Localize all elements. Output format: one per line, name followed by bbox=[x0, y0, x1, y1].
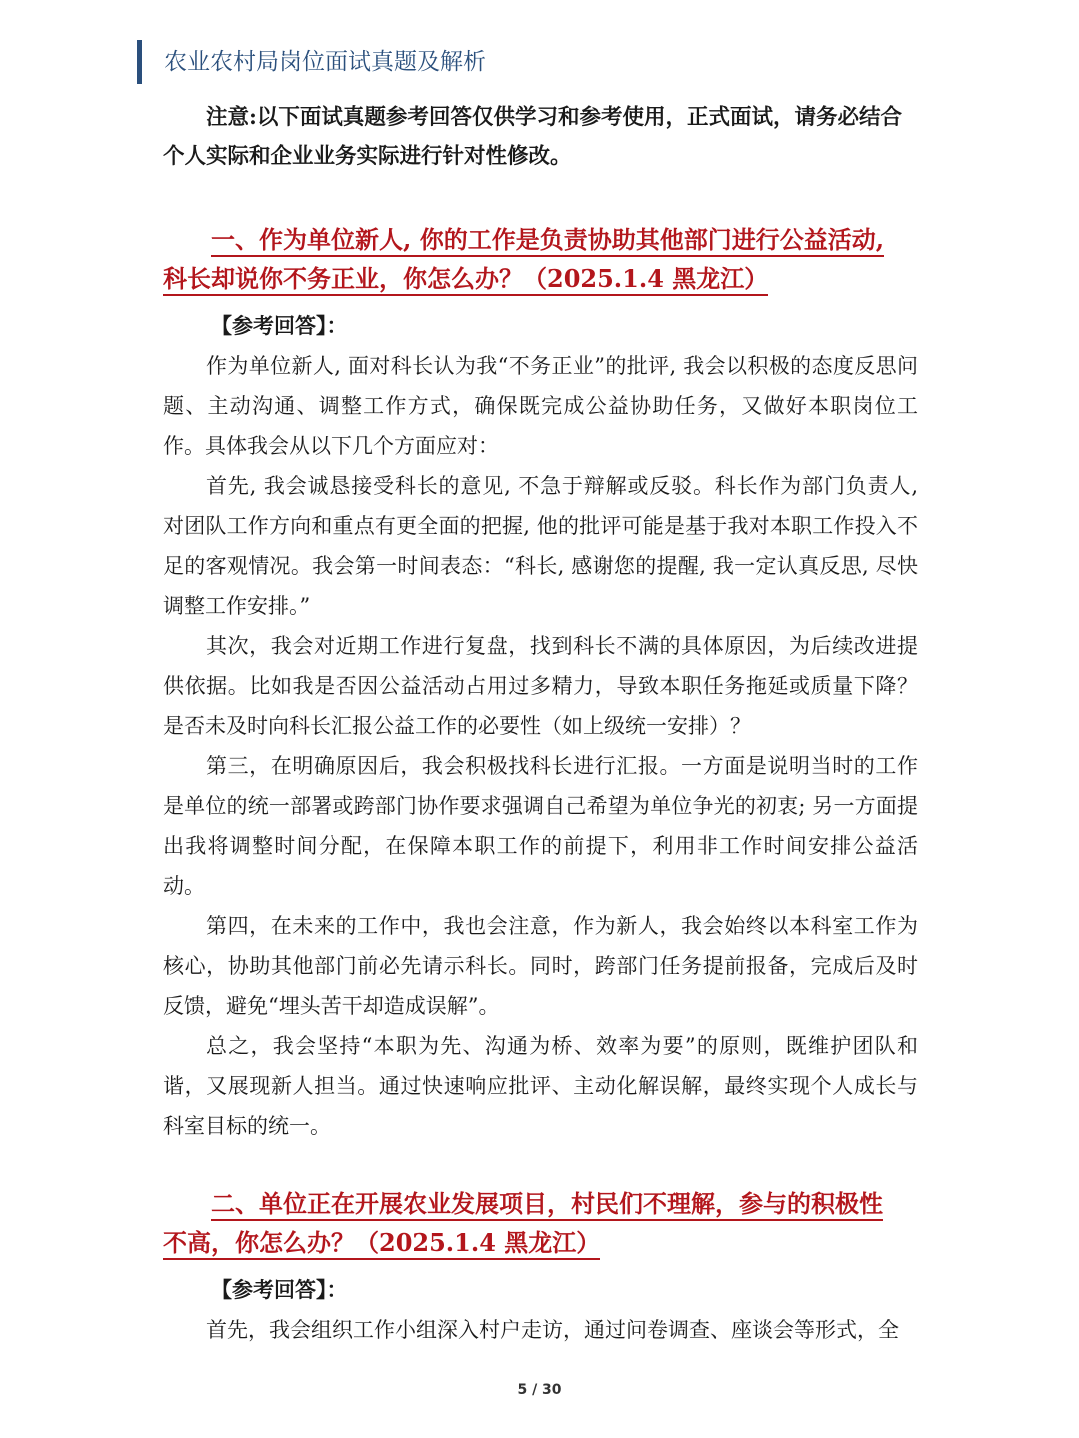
document-content bbox=[163, 98, 918, 1350]
question-1-title-line-2: 科长却说你不务正业，你怎么办？（2025.1.4 黑龙江） bbox=[163, 264, 768, 296]
question-2-answer-label: 【参考回答】： bbox=[211, 1277, 348, 1302]
question-1-paragraph: 第四，在未来的工作中，我也会注意，作为新人，我会始终以本科室工作为核心，协助其他部门前必先请示科长。同时，跨部门任务提前报备，完成后及时反馈，避免“埋头苦干却造成误解”。 bbox=[163, 914, 918, 1018]
notice-text: 注意:以下面试真题参考回答仅供学习和参考使用，正式面试，请务必结合个人实际和企业业务实际进行针对性修改。 bbox=[163, 105, 902, 169]
page-header bbox=[137, 40, 486, 84]
question-2-title-line-1: 二、单位正在开展农业发展项目，村民们不理解，参与的积极性 bbox=[211, 1189, 883, 1221]
question-1-paragraph: 首先, 我会诚恳接受科长的意见, 不急于辩解或反驳。科长作为部门负责人, 对团队工作方向和重点有更全面的把握, 他的批评可能是基于我对本职工作投入不足的客观情况。我会第一时间表态：“科长, 感谢您的提醒, 我一定认真反思, 尽快调整工作安排。” bbox=[163, 474, 918, 618]
question-2-paragraph: 首先，我会组织工作小组深入村户走访，通过问卷调查、座谈会等形式，全 bbox=[206, 1318, 899, 1342]
question-1-paragraph: 总之，我会坚持“本职为先、沟通为桥、效率为要”的原则，既维护团队和谐，又展现新人担当。通过快速响应批评、主动化解误解，最终实现个人成长与科室目标的统一。 bbox=[163, 1034, 918, 1138]
question-2-title bbox=[163, 1184, 918, 1262]
question-1-title bbox=[163, 220, 918, 298]
page-number: 5 / 30 bbox=[517, 1382, 562, 1398]
question-1-answer-label: 【参考回答】： bbox=[211, 313, 348, 338]
question-2-title-line-2: 不高，你怎么办？（2025.1.4 黑龙江） bbox=[163, 1228, 600, 1260]
question-1-paragraph: 其次，我会对近期工作进行复盘，找到科长不满的具体原因，为后续改进提供依据。比如我是否因公益活动占用过多精力，导致本职任务拖延或质量下降？是否未及时向科长汇报公益工作的必要性（如上级统一安排）？ bbox=[163, 634, 918, 738]
question-1-title-line-1: 一、作为单位新人, 你的工作是负责协助其他部门进行公益活动, bbox=[211, 225, 884, 257]
question-1-paragraph: 作为单位新人, 面对科长认为我“不务正业”的批评, 我会以积极的态度反思问题、主动沟通、调整工作方式，确保既完成公益协助任务，又做好本职岗位工作。具体我会从以下几个方面应对： bbox=[163, 354, 918, 458]
header-title: 农业农村局岗位面试真题及解析 bbox=[164, 49, 486, 75]
question-1-paragraph: 第三，在明确原因后，我会积极找科长进行汇报。一方面是说明当时的工作是单位的统一部署或跨部门协作要求强调自己希望为单位争光的初衷; 另一方面提出我将调整时间分配，在保障本职工作的前提下，利用非工作时间安排公益活动。 bbox=[163, 754, 918, 898]
